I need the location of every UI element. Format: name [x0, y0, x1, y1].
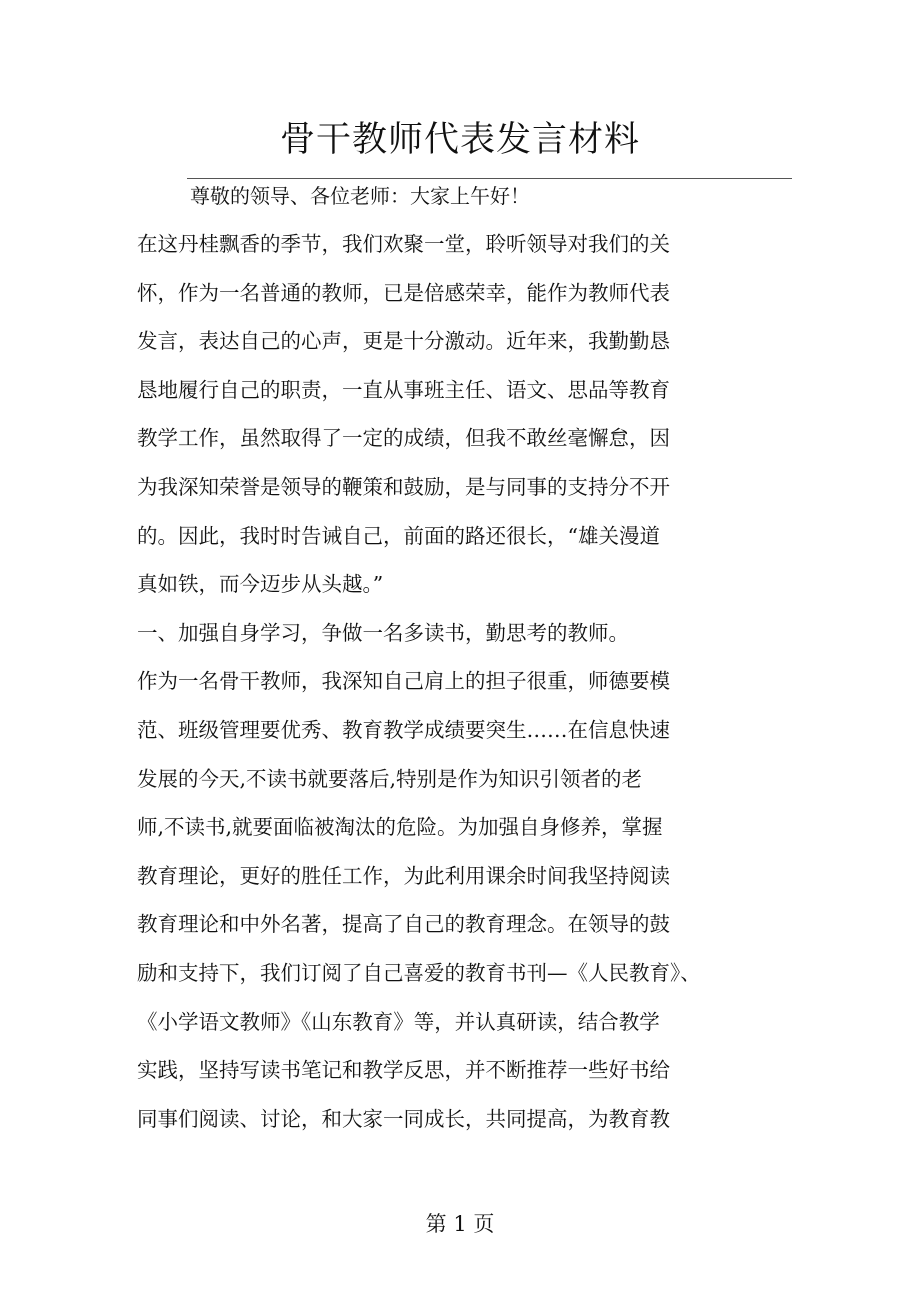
body-line: 发言，表达自己的心声，更是十分激动。近年来，我勤勤恳 — [137, 329, 670, 354]
section-heading: 一、加强自身学习，争做一名多读书，勤思考的教师。 — [137, 620, 629, 645]
body-line: 师,不读书,就要面临被淘汰的危险。为加强自身修养，掌握 — [137, 815, 663, 840]
header-divider — [187, 178, 792, 179]
body-line: 实践，坚持写读书笔记和教学反思，并不断推荐一些好书给 — [137, 1058, 670, 1083]
body-line: 的。因此，我时时告诫自己，前面的路还很长，“雄关漫道 — [137, 523, 660, 548]
body-text — [137, 229, 777, 1152]
body-line: 范、班级管理要优秀、教育教学成绩要突生……在信息快速 — [137, 717, 670, 742]
body-line: 为我深知荣誉是领导的鞭策和鼓励，是与同事的支持分不开 — [137, 474, 670, 499]
body-line: 教育理论和中外名著，提高了自己的教育理念。在领导的鼓 — [137, 912, 670, 937]
body-line: 同事们阅读、讨论，和大家一同成长，共同提高，为教育教 — [137, 1106, 670, 1131]
body-line: 恳地履行自己的职责，一直从事班主任、语文、思品等教育 — [137, 377, 670, 402]
body-line: 《小学语文教师》《山东教育》等，并认真研读，结合教学 — [137, 1009, 660, 1034]
body-line: 教学工作，虽然取得了一定的成绩，但我不敢丝毫懈怠，因 — [137, 426, 670, 451]
body-line: 励和支持下，我们订阅了自己喜爱的教育书刊—《人民教育》、 — [137, 960, 701, 985]
body-line: 发展的今天,不读书就要落后,特别是作为知识引领者的老 — [137, 766, 643, 791]
body-line: 作为一名骨干教师，我深知自己肩上的担子很重，师德要模 — [137, 669, 670, 694]
greeting-line: 尊敬的领导、各位老师：大家上午好！ — [190, 184, 530, 208]
body-line: 怀，作为一名普通的教师，已是倍感荣幸，能作为教师代表 — [137, 280, 670, 305]
body-line: 在这丹桂飘香的季节，我们欢聚一堂，聆听领导对我们的关 — [137, 232, 670, 256]
page-title: 骨干教师代表发言材料 — [279, 120, 640, 160]
body-line: 真如铁，而今迈步从头越。” — [137, 572, 384, 597]
body-line: 教育理论，更好的胜任工作，为此利用课余时间我坚持阅读 — [137, 863, 670, 888]
page-number: 第 1 页 — [425, 1212, 495, 1236]
